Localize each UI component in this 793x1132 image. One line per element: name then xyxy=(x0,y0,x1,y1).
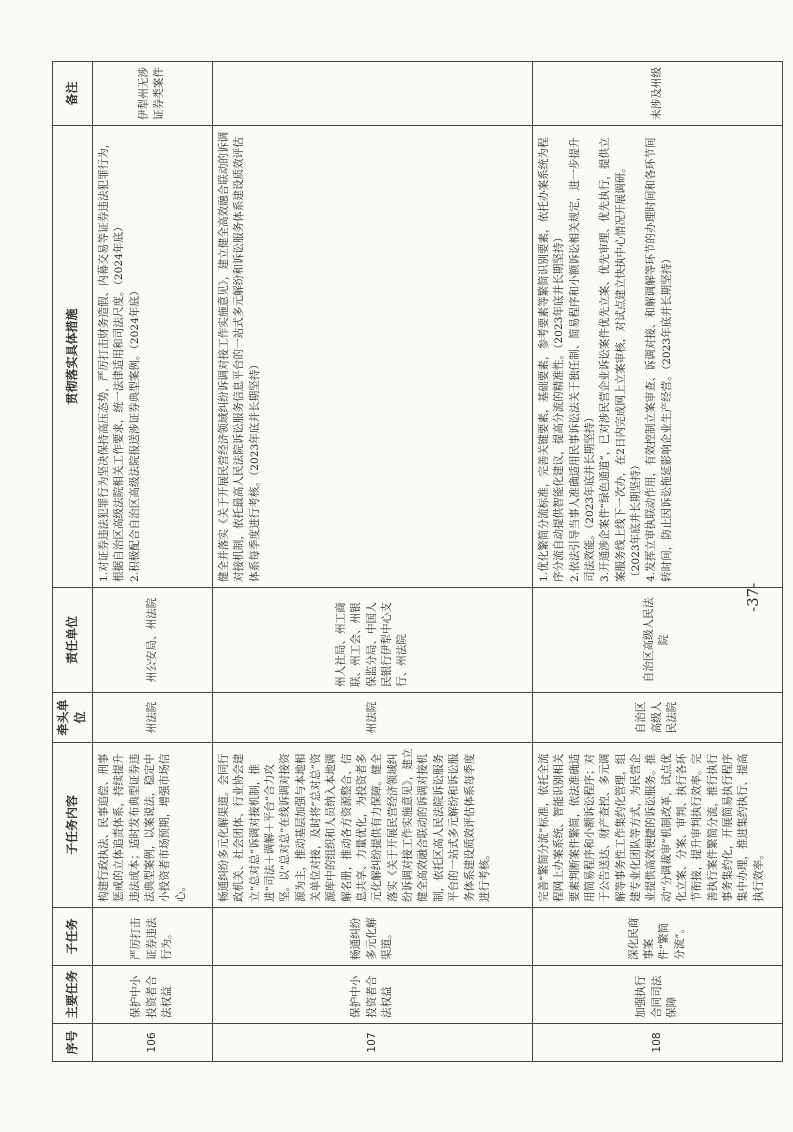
header-measures: 贯彻落实具体措施 xyxy=(53,126,93,588)
page-number: -37- xyxy=(744,582,762,612)
header-row xyxy=(53,62,93,1062)
row-sub-task: 深化民商事案件“繁简分流”。 xyxy=(532,908,782,966)
row-measures xyxy=(532,126,782,588)
row-resp-unit: 州公安局、州法院 xyxy=(92,588,212,693)
row-remarks xyxy=(212,62,532,126)
row-sub-content: 完善“繁简分流”标准，依托全流程网上办案系统、智能识别相关要素判断案件繁简，依法准确适用简易程序和小额诉讼程序；对于公告送达、财产查控、多元调解等事务性工作集约化管理，组建专业化团队等方式，为民营企业提供高效便捷的诉讼服务。推动“分调裁审”机制改革，试点优化立案、分案、审判、执行各环节衔接，提升审判执行效率。完善执行案件繁简分流，推行执行事务集约化，开展简易执行程序集中办理，推进集约执行、提高执行效率。 xyxy=(532,743,782,908)
header-sub-task: 子任务 xyxy=(53,908,93,966)
row-seq: 108 xyxy=(532,1024,782,1062)
row-remarks: 未涉及州级 xyxy=(532,62,782,126)
row-measures xyxy=(92,126,212,588)
measure-item: 2.积极配合自治区高级法院报送涉证券典型案例。（2024年底） xyxy=(128,285,141,582)
row-lead-unit: 州法院 xyxy=(212,693,532,743)
header-lead-unit: 牵头单位 xyxy=(53,693,93,743)
row-measures xyxy=(212,126,532,588)
header-seq: 序号 xyxy=(53,1024,93,1062)
header-sub-content: 子任务内容 xyxy=(53,743,93,908)
row-seq: 107 xyxy=(212,1024,532,1062)
table-row xyxy=(92,62,212,1062)
measure-item: 3.开通涉企案件“绿色通道”，已对涉民营企业诉讼案件优先立案、优先审理、优先执行，提供立案服务线上线下一次办，在2日内完成网上立案审核，对试点建立快执中心情况开展调研。（2023年底并长期坚持） xyxy=(599,137,642,582)
header-resp-unit: 责任单位 xyxy=(53,588,93,693)
row-main-task: 保护中小投资者合法权益 xyxy=(92,966,212,1024)
row-resp-unit: 州人社局、州工商联、州工会、州银保监分局、中国人民银行伊犁中心支行、州法院 xyxy=(212,588,532,693)
row-resp-unit: 自治区高级人民法院 xyxy=(532,588,782,693)
header-remarks: 备注 xyxy=(53,62,93,126)
row-sub-content: 畅通纠纷多元化解渠道。会同行政机关、社会团体、行业协会建立“总对总”诉调对接机制，推进“司法＋调解＋平台”合力攻坚。以“总对总”在线诉调对接资源为主，推动基层加强与本地相关单位对接，及时将“总对总”资源库中的组织和人员纳入本地调解名册，推动各方资源整合、信息共享、力量优化，为投资者多元化解纠纷提供有力保障。健全落实《关于开展民营经济领域纠纷诉调对接工作实施意见》，建立健全高效融合联动的诉调对接机制，依托区高人民法院诉讼服务平台的一站式多元解纷和诉讼服务体系建设质效评估体系每季度进行考核。 xyxy=(212,743,532,908)
measure-item: 1.对证券违法犯罪行为坚决保持高压态势，严厉打击财务造假、内幕交易等证券违法犯罪行为，根据自治区高级法院相关工作要求，统一法律适用和司法尺度。（2024年底） xyxy=(97,137,126,582)
header-main-task: 主要任务 xyxy=(53,966,93,1024)
row-seq: 106 xyxy=(92,1024,212,1062)
row-lead-unit: 自治区高级人民法院 xyxy=(532,693,782,743)
row-sub-task: 严厉打击证券违法行为。 xyxy=(92,908,212,966)
row-main-task: 加强执行合同司法保障 xyxy=(532,966,782,1024)
row-sub-task: 畅通纠纷多元化解渠道。 xyxy=(212,908,532,966)
measure-item: 健全并落实《关于开展民营经济领域纠纷诉调对接工作实施意见》，建立健全高效融合联动的诉调对接机制，依托最高人民法院诉讼服务信息平台的一站式多元解纷和诉讼服务体系建设质效评估体系每季度进行考核。（2023年底并长期坚持） xyxy=(217,131,261,582)
row-remarks: 伊犁州无涉证券类案件 xyxy=(92,62,212,126)
row-lead-unit: 州法院 xyxy=(92,693,212,743)
measure-item: 1.优化繁简分流标准，完善关键要素，基础要素，参考要素等繁简识别要素，依托办案系统为程序分流自动提供智能化建议，提高分流的精准性。（2023年底并长期坚持） xyxy=(537,137,566,582)
row-main-task: 保护中小投资者合法权益 xyxy=(212,966,532,1024)
measure-item: 4.发挥立审执联动作用，有效控制立案审查、诉调对接、和解调解等环节的办理时间和各环节间转时间，防止因诉讼拖延影响企业生产经营。（2023年底并长期坚持） xyxy=(645,137,673,582)
table-row xyxy=(532,62,782,1062)
measure-item: 2.依法引导当事人准确适用民事诉讼法关于独任制、简易程序和小额诉讼相关规定，进一步提升司法效能。（2023年底并长期坚持） xyxy=(568,137,596,582)
row-sub-content: 构建行政执法、民事追偿、刑事惩戒的立体追责体系，持续提升违法成本；适时发布典型证券违法典型案例，以案说法，稳定中小投资者市场预期，增强市场信心。 xyxy=(92,743,212,908)
table-row xyxy=(212,62,532,1062)
task-table xyxy=(52,61,783,1062)
